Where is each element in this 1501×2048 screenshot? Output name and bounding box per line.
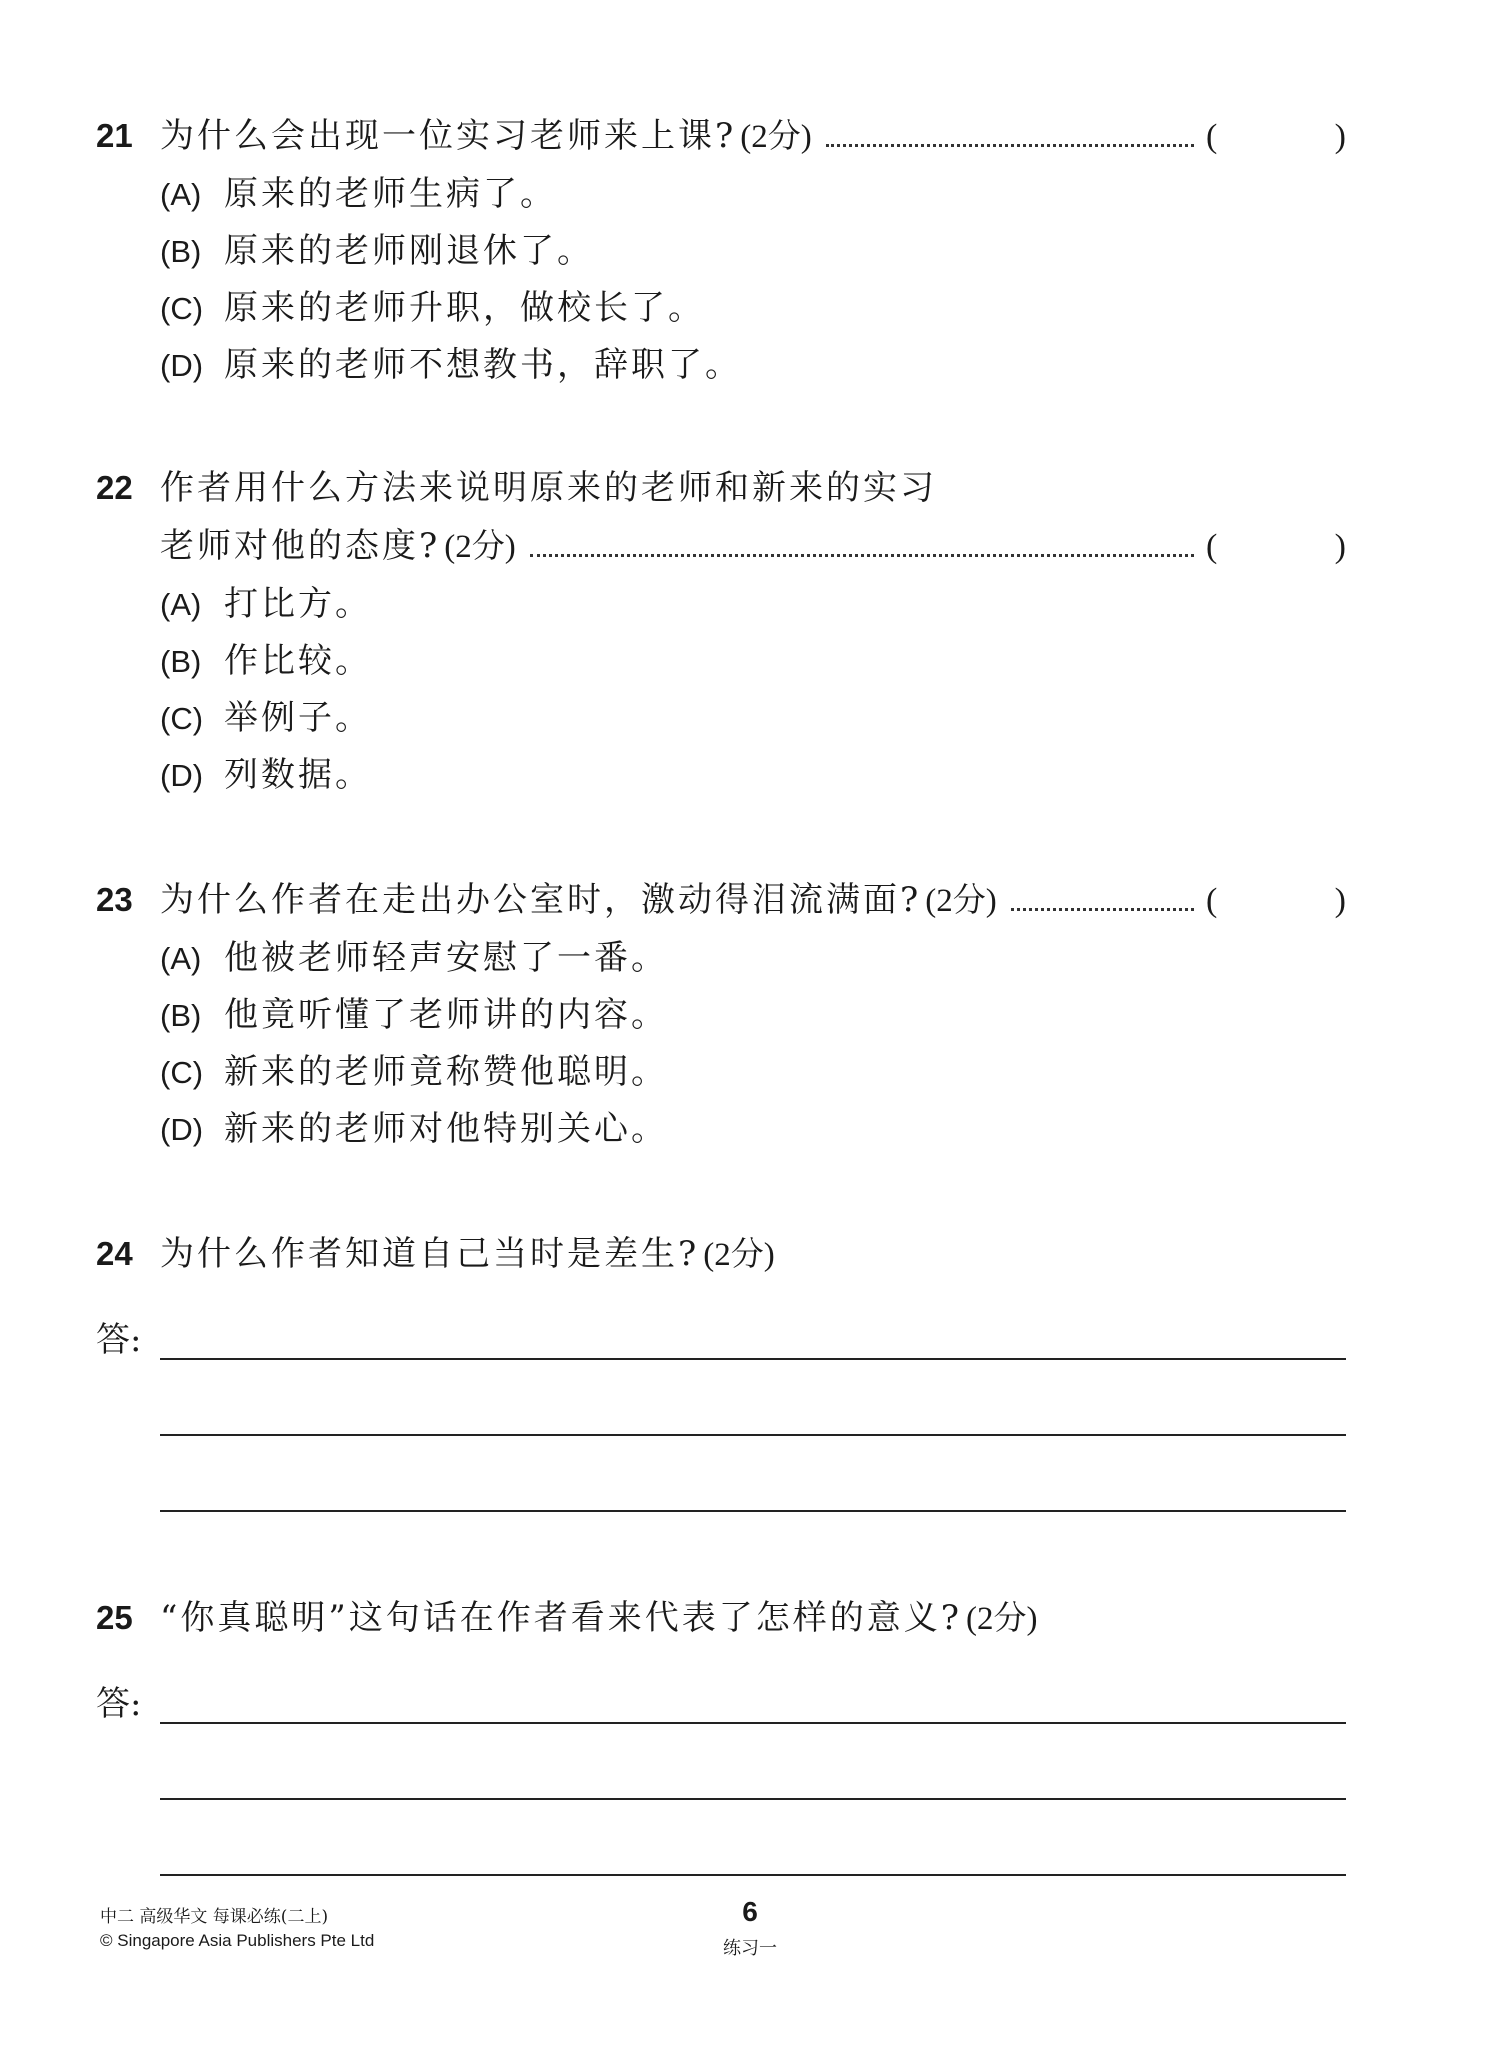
question-text: “你真聪明”这句话在作者看来代表了怎样的意义? xyxy=(160,1598,962,1638)
answer-blank-23[interactable] xyxy=(1206,882,1346,920)
question-number: 25 xyxy=(96,1599,133,1636)
question-22-stem-line2 xyxy=(96,518,1346,576)
option-text: 原来的老师升职，做校长了。 xyxy=(224,288,705,328)
option-letter: (A) xyxy=(160,177,202,212)
option-text: 他竟听懂了老师讲的内容。 xyxy=(224,995,668,1035)
option-letter: (D) xyxy=(160,758,204,793)
option-letter: (C) xyxy=(160,1055,204,1090)
option-b xyxy=(96,223,1346,280)
paren-open: ( xyxy=(1206,882,1218,919)
option-c xyxy=(96,690,1346,747)
question-24 xyxy=(96,1226,1346,1284)
option-letter: (B) xyxy=(160,644,202,679)
question-23-stem xyxy=(96,872,1346,930)
answer-line-2[interactable] xyxy=(160,1798,1346,1800)
question-25 xyxy=(96,1590,1346,1648)
options-21 xyxy=(96,166,1346,394)
answer-label: 答: xyxy=(96,1320,142,1360)
option-text: 列数据。 xyxy=(224,755,372,795)
option-text: 原来的老师生病了。 xyxy=(224,174,557,214)
option-text: 原来的老师刚退休了。 xyxy=(224,231,594,271)
question-24-stem xyxy=(96,1226,1346,1284)
option-text: 他被老师轻声安慰了一番。 xyxy=(224,938,668,978)
options-22 xyxy=(96,576,1346,804)
option-d xyxy=(96,337,1346,394)
answer-blank-21[interactable] xyxy=(1206,118,1346,156)
question-text: 作者用什么方法来说明原来的老师和新来的实习 xyxy=(160,468,937,508)
question-23 xyxy=(96,872,1346,1158)
question-number: 21 xyxy=(96,117,133,154)
option-a xyxy=(96,576,1346,633)
option-letter: (C) xyxy=(160,291,204,326)
option-text: 原来的老师不想教书，辞职了。 xyxy=(224,345,742,385)
footer-page-info xyxy=(650,1896,850,1960)
option-a xyxy=(96,166,1346,223)
option-text: 作比较。 xyxy=(224,641,372,681)
paren-close: ) xyxy=(1334,528,1346,565)
question-text: 为什么作者知道自己当时是差生? xyxy=(160,1234,700,1274)
question-text: 为什么会出现一位实习老师来上课? xyxy=(160,116,737,156)
question-marks: (2分) xyxy=(740,119,812,155)
question-marks: (2分) xyxy=(703,1237,775,1273)
option-letter: (B) xyxy=(160,998,202,1033)
question-25-stem xyxy=(96,1590,1346,1648)
option-letter: (C) xyxy=(160,701,204,736)
option-letter: (A) xyxy=(160,941,202,976)
question-marks: (2分) xyxy=(925,883,997,919)
question-marks: (2分) xyxy=(444,529,516,565)
option-text: 新来的老师对他特别关心。 xyxy=(224,1109,668,1149)
footer-publisher-info xyxy=(100,1906,374,1952)
paren-open: ( xyxy=(1206,118,1218,155)
question-number: 24 xyxy=(96,1235,133,1272)
question-number: 22 xyxy=(96,469,133,506)
dotted-leader xyxy=(530,554,1194,557)
copyright-notice: © Singapore Asia Publishers Pte Ltd xyxy=(100,1931,375,1950)
question-number: 23 xyxy=(96,881,133,918)
option-letter: (D) xyxy=(160,348,204,383)
section-name: 练习一 xyxy=(723,1938,777,1959)
option-a xyxy=(96,930,1346,987)
question-21-stem xyxy=(96,108,1346,166)
paren-close: ) xyxy=(1334,882,1346,919)
page-number: 6 xyxy=(742,1896,758,1927)
option-b xyxy=(96,633,1346,690)
question-21 xyxy=(96,108,1346,394)
option-text: 举例子。 xyxy=(224,698,372,738)
answer-line-3[interactable] xyxy=(160,1874,1346,1876)
option-text: 打比方。 xyxy=(224,584,372,624)
dotted-leader xyxy=(1011,908,1194,911)
option-c xyxy=(96,280,1346,337)
paren-close: ) xyxy=(1334,118,1346,155)
option-b xyxy=(96,987,1346,1044)
answer-blank-22[interactable] xyxy=(1206,528,1346,566)
book-title: 中二 高级华文 每课必练(二上) xyxy=(100,1907,329,1927)
question-text: 为什么作者在走出办公室时，激动得泪流满面? xyxy=(160,880,922,920)
question-22-stem-line1 xyxy=(96,460,1346,518)
answer-line-1[interactable] xyxy=(160,1358,1346,1360)
option-letter: (B) xyxy=(160,234,202,269)
dotted-leader xyxy=(826,144,1194,147)
question-text: 老师对他的态度? xyxy=(160,526,441,566)
option-text: 新来的老师竟称赞他聪明。 xyxy=(224,1052,668,1092)
answer-line-2[interactable] xyxy=(160,1434,1346,1436)
option-d xyxy=(96,1101,1346,1158)
answer-line-3[interactable] xyxy=(160,1510,1346,1512)
options-23 xyxy=(96,930,1346,1158)
question-marks: (2分) xyxy=(966,1601,1038,1637)
option-letter: (A) xyxy=(160,587,202,622)
question-22 xyxy=(96,460,1346,804)
answer-label: 答: xyxy=(96,1684,142,1724)
option-letter: (D) xyxy=(160,1112,204,1147)
option-d xyxy=(96,747,1346,804)
option-c xyxy=(96,1044,1346,1101)
paren-open: ( xyxy=(1206,528,1218,565)
answer-line-1[interactable] xyxy=(160,1722,1346,1724)
